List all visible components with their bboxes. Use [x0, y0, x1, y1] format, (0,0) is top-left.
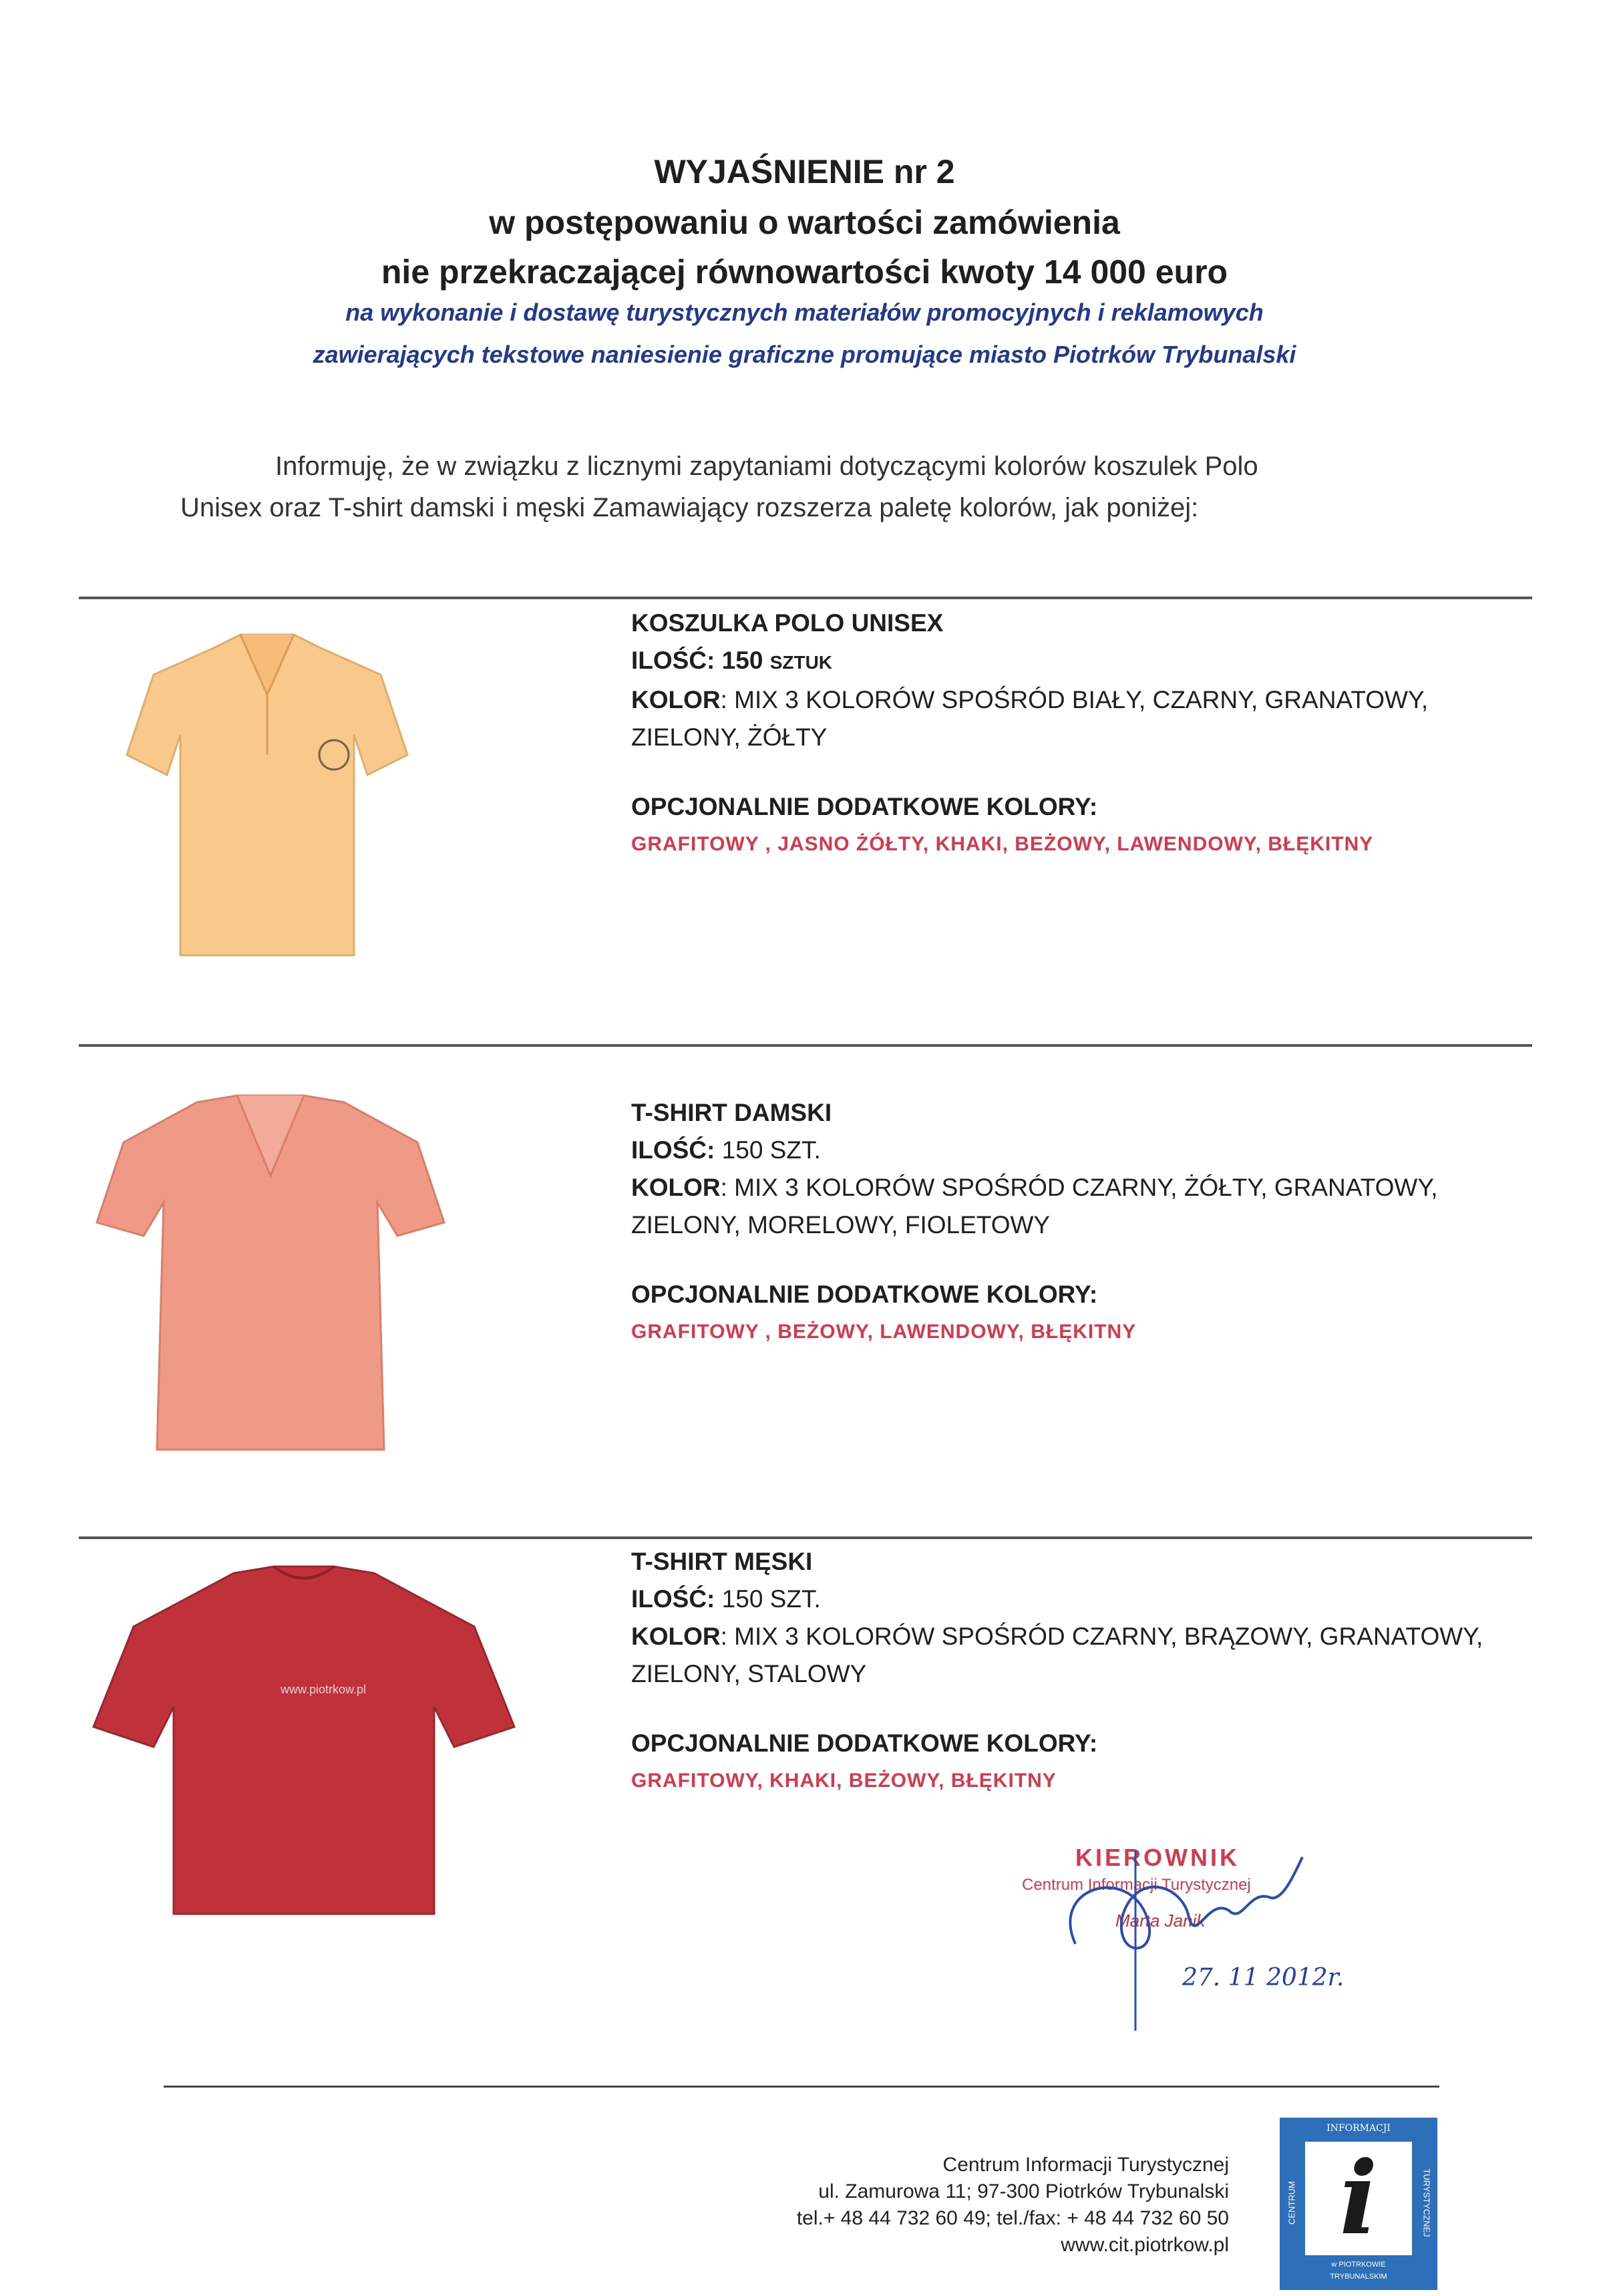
optional-colors-label: OPCJONALNIE DODATKOWE KOLORY:: [631, 1730, 1098, 1757]
cit-logo: [1280, 2118, 1437, 2290]
womens-tshirt-image: [83, 1089, 458, 1470]
product-quantity: ILOŚĆ: 150 SZT.: [631, 1585, 821, 1613]
info-icon: [1305, 2142, 1412, 2255]
product-polo: [631, 605, 1566, 863]
logo-bottom-text-2: TRYBUNALSKIM: [1330, 2273, 1387, 2281]
document-subtitle-2: nie przekraczającej równowartości kwoty 14 000 euro: [381, 253, 1228, 291]
divider-1: [79, 597, 1532, 599]
handwritten-signature: [982, 1844, 1383, 2044]
product-mens-tshirt: [631, 1543, 1566, 1800]
product-quantity: ILOŚĆ: 150 SZTUK: [631, 647, 833, 674]
stamp-org: Centrum Informacji Turystycznej: [1022, 1876, 1251, 1894]
footer-website[interactable]: www.cit.piotrkow.pl: [1061, 2234, 1229, 2256]
shirt-print-text: www.piotrkow.pl: [281, 1683, 367, 1696]
product-womens-tshirt: [631, 1094, 1566, 1351]
signature-date: 27. 11 2012r.: [1182, 1964, 1345, 1991]
product-title: KOSZULKA POLO UNISEX: [631, 609, 944, 637]
signature-stamp: [982, 1844, 1383, 2044]
divider-2: [79, 1044, 1532, 1047]
product-colors: KOLOR: MIX 3 KOLORÓW SPOŚRÓD CZARNY, ŻÓŁTY, GRANATOWY,: [631, 1174, 1438, 1201]
stamp-title: KIEROWNIK: [1075, 1844, 1240, 1871]
product-quantity: ILOŚĆ: 150 SZT.: [631, 1136, 821, 1164]
logo-bottom-text-1: w PIOTRKOWIE: [1331, 2261, 1386, 2269]
optional-colors-value: GRAFITOWY, KHAKI, BEŻOWY, BŁĘKITNY: [631, 1770, 1057, 1792]
footer-street: ul. Zamurowa 11; 97-300 Piotrków Trybunalski: [818, 2180, 1229, 2202]
divider-3: [79, 1536, 1532, 1539]
document-subject-1: na wykonanie i dostawę turystycznych materiałów promocyjnych i reklamowych: [345, 299, 1264, 326]
logo-left-text: CENTRUM: [1286, 2181, 1297, 2225]
mens-tshirt-image: [87, 1560, 521, 1921]
footer-org: Centrum Informacji Turystycznej: [942, 2154, 1229, 2176]
optional-colors-value: GRAFITOWY , JASNO ŻÓŁTY, KHAKI, BEŻOWY, LAWENDOWY, BŁĘKITNY: [631, 833, 1374, 855]
intro-line-1: Informuję, że w związku z licznymi zapytaniami dotyczącymi kolorów koszulek Polo: [275, 452, 1258, 481]
product-title: T-SHIRT DAMSKI: [631, 1099, 832, 1126]
optional-colors-label: OPCJONALNIE DODATKOWE KOLORY:: [631, 793, 1098, 820]
document-subtitle-1: w postępowaniu o wartości zamówienia: [489, 204, 1120, 241]
footer-divider: [164, 2086, 1439, 2088]
polo-shirt-image: [114, 621, 421, 969]
product-colors-continued: ZIELONY, ŻÓŁTY: [631, 723, 828, 751]
logo-top-text: INFORMACJI: [1326, 2123, 1391, 2134]
document-title: WYJAŚNIENIE nr 2: [654, 153, 955, 190]
intro-line-2: Unisex oraz T-shirt damski i męski Zamawiający rozszerza paletę kolorów, jak poniżej:: [180, 493, 1199, 522]
product-title: T-SHIRT MĘSKI: [631, 1548, 813, 1575]
document-subject-2: zawierających tekstowe naniesienie graficzne promujące miasto Piotrków Trybunalski: [313, 341, 1296, 368]
product-colors-continued: ZIELONY, STALOWY: [631, 1660, 867, 1687]
product-colors: KOLOR: MIX 3 KOLORÓW SPOŚRÓD BIAŁY, CZARNY, GRANATOWY,: [631, 686, 1429, 713]
optional-colors-label: OPCJONALNIE DODATKOWE KOLORY:: [631, 1281, 1098, 1308]
footer-address: [701, 2152, 1229, 2259]
footer-phone: tel.+ 48 44 732 60 49; tel./fax: + 48 44 732 60 50: [796, 2207, 1229, 2229]
optional-colors-value: GRAFITOWY , BEŻOWY, LAWENDOWY, BŁĘKITNY: [631, 1321, 1137, 1343]
logo-right-text: TURYSTYCZNEJ: [1421, 2168, 1432, 2237]
product-colors: KOLOR: MIX 3 KOLORÓW SPOŚRÓD CZARNY, BRĄZOWY, GRANATOWY,: [631, 1623, 1483, 1650]
product-colors-continued: ZIELONY, MORELOWY, FIOLETOWY: [631, 1211, 1051, 1239]
stamp-name: Marta Janik: [1115, 1911, 1206, 1931]
logo-glyph: i: [1339, 2140, 1378, 2257]
